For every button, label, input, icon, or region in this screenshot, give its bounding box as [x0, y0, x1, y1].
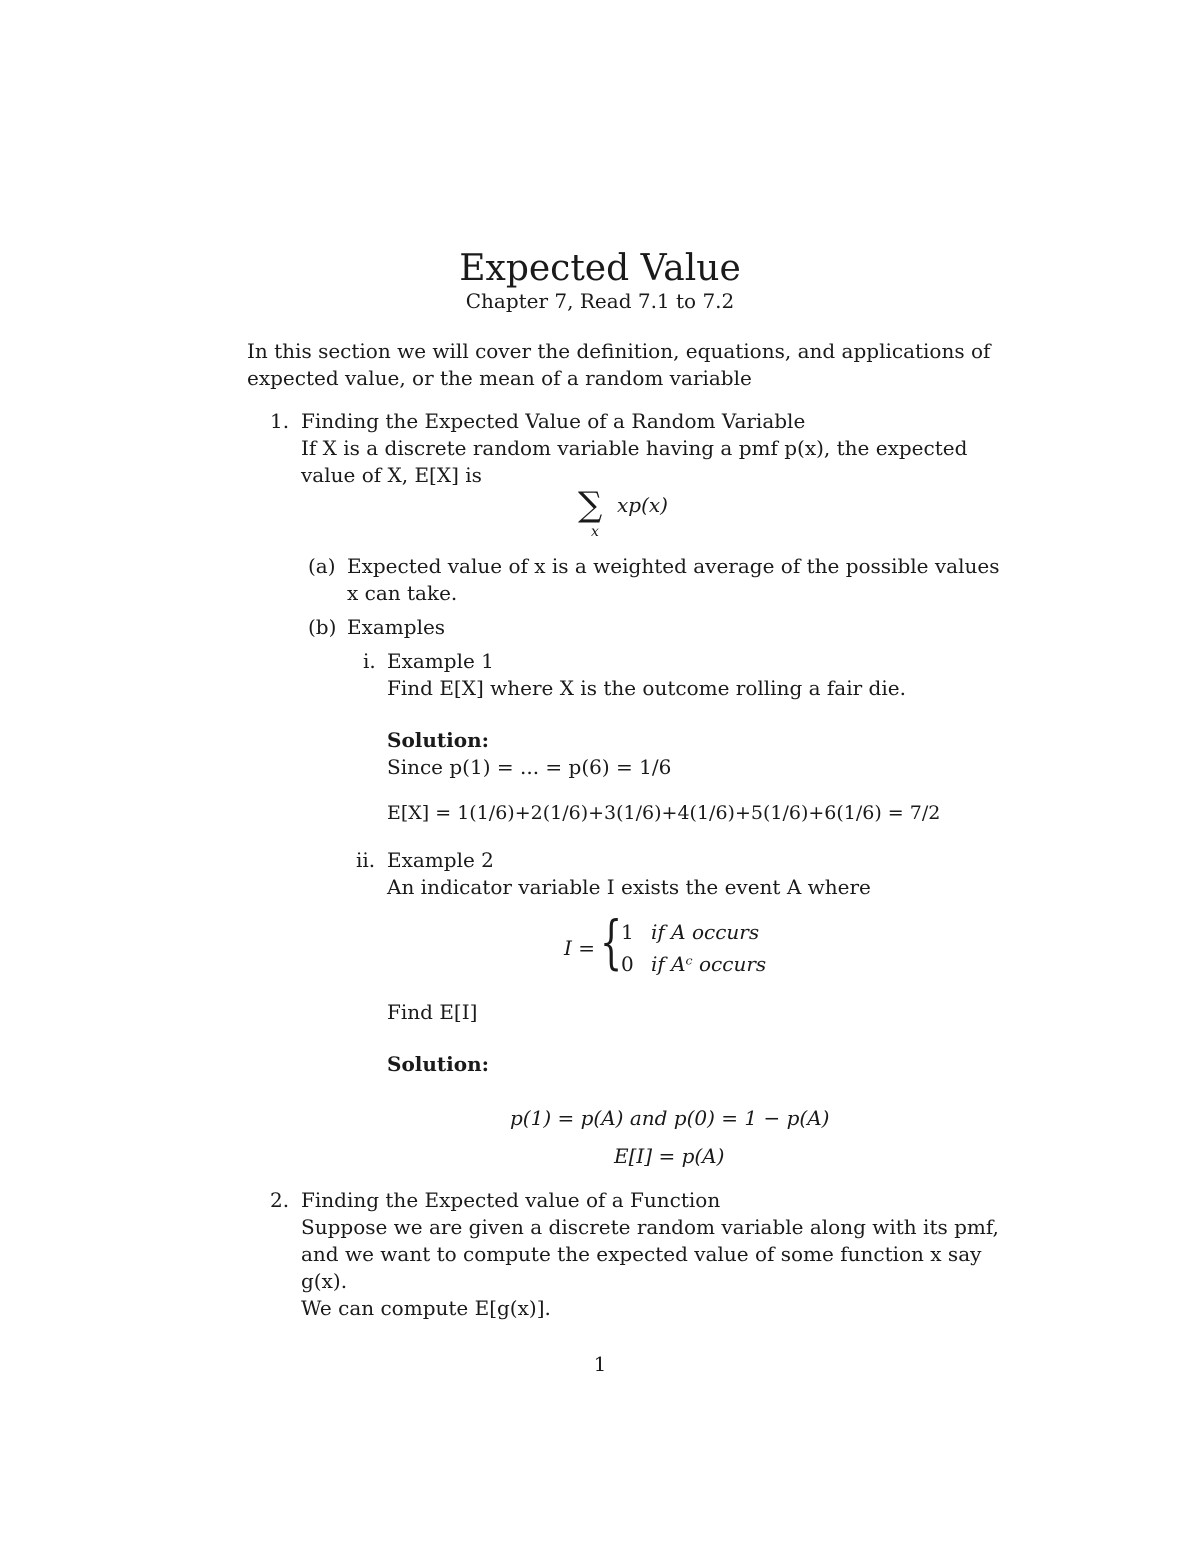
page-number: 1 [593, 1352, 607, 1376]
example-2-equation-1: p(1) = p(A) and p(0) = 1 − p(A) [510, 1106, 830, 1130]
example-2-solution-label: Solution: [387, 1052, 490, 1076]
case-1-condition: if A occurs [651, 920, 760, 944]
item-2-heading: Finding the Expected value of a Function [301, 1188, 721, 1212]
page-subtitle: Chapter 7, Read 7.1 to 7.2 [465, 289, 735, 313]
indicator-lhs: I = [564, 936, 596, 960]
item-2-line-3: g(x). [301, 1269, 348, 1293]
intro-line-2: expected value, or the mean of a random variable [247, 366, 752, 390]
example-2-label: ii. [356, 848, 376, 872]
sub-a-line-1: Expected value of x is a weighted average of the possible values [347, 554, 1000, 578]
example-1-label: i. [363, 649, 376, 673]
intro-line-1: In this section we will cover the definition, equations, and applications of [247, 339, 991, 363]
summation-index: x [591, 524, 599, 540]
summation-symbol: ∑ [578, 485, 603, 525]
case-1-value: 1 [621, 920, 634, 944]
sub-b-text: Examples [347, 615, 446, 639]
summation-body: xp(x) [617, 493, 668, 517]
example-1-question: Find E[X] where X is the outcome rolling a fair die. [387, 676, 906, 700]
item-2-line-4: We can compute E[g(x)]. [301, 1296, 551, 1320]
example-1-title: Example 1 [387, 649, 494, 673]
example-1-line-1: Since p(1) = ... = p(6) = 1/6 [387, 755, 672, 779]
case-2-condition: if Aᶜ occurs [651, 952, 767, 976]
item-2-line-1: Suppose we are given a discrete random variable along with its pmf, [301, 1215, 999, 1239]
example-2-question: An indicator variable I exists the event A where [387, 875, 871, 899]
sub-a-line-2: x can take. [347, 581, 458, 605]
example-1-solution-label: Solution: [387, 728, 490, 752]
item-2-line-2: and we want to compute the expected value of some function x say [301, 1242, 982, 1266]
example-1-line-2: E[X] = 1(1/6)+2(1/6)+3(1/6)+4(1/6)+5(1/6)+6(1/6) = 7/2 [387, 802, 941, 824]
item-1-text-1: If X is a discrete random variable having a pmf p(x), the expected [301, 436, 968, 460]
item-2-number: 2. [270, 1188, 290, 1212]
item-1-heading: Finding the Expected Value of a Random Variable [301, 409, 806, 433]
sub-b-label: (b) [308, 615, 337, 639]
example-2-find: Find E[I] [387, 1000, 478, 1024]
page-title: Expected Value [459, 248, 741, 289]
example-2-title: Example 2 [387, 848, 494, 872]
sub-a-label: (a) [308, 554, 336, 578]
item-1-text-2: value of X, E[X] is [301, 463, 482, 487]
item-1-number: 1. [270, 409, 290, 433]
case-2-value: 0 [621, 952, 634, 976]
case-brace: { [600, 908, 623, 976]
example-2-equation-2: E[I] = p(A) [614, 1144, 725, 1168]
